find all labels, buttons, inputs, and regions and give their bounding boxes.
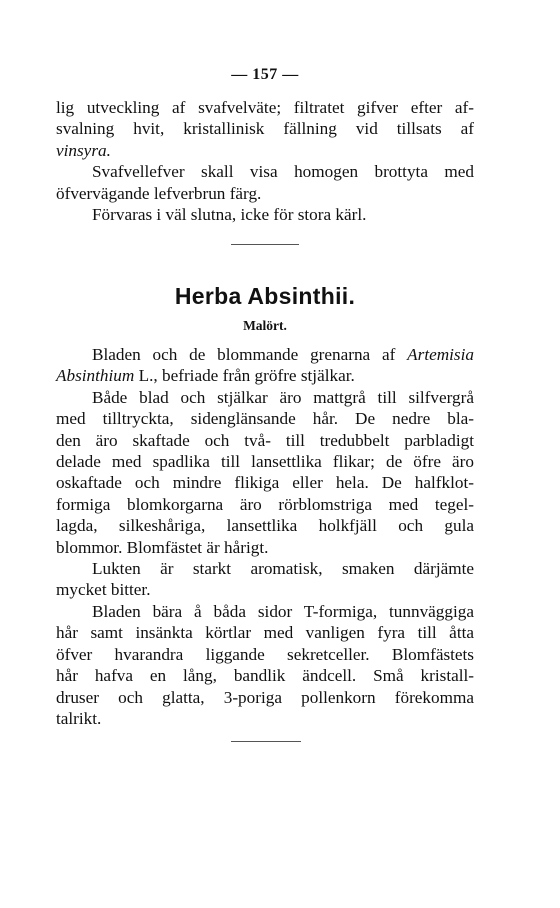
text-line — [56, 365, 474, 386]
text-line: blommor. Blomfästet är hårigt. — [56, 537, 269, 557]
text-line: Bladen bära å båda sidor T-formiga, tunnväggiga — [92, 601, 474, 621]
text-line: öfvervägande lefverbrun färg. — [56, 183, 262, 203]
text-line: talrikt. — [56, 708, 102, 728]
text-line: öfver hvarandra liggande sekretceller. Blomfästets — [56, 644, 474, 664]
latin-term: Absinthium — [56, 366, 135, 386]
text-line: med tilltryckta, sidenglänsande hår. De nedre bla- — [56, 409, 474, 429]
text-line: mycket bitter. — [56, 580, 151, 600]
text-line: svalning hvit, kristallinisk fällning vid tillsats af — [56, 119, 474, 139]
text-line — [56, 344, 474, 365]
text-line: Svafvellefver skall visa homogen brottyta med — [92, 162, 474, 182]
text-line: hår samt insänkta körtlar med vanligen fyra till åtta — [56, 623, 474, 643]
text-line: delade med spadlika till lansettlika flikar; de öfre äro — [56, 452, 474, 472]
text-line: vinsyra. — [56, 140, 111, 160]
text-line: hår hafva en lång, bandlik ändcell. Små kristall- — [56, 666, 474, 686]
text-line: den äro skaftade och två- till tredubbelt parbladigt — [56, 430, 474, 450]
page-number: — 157 — — [231, 66, 299, 83]
text-line: formiga blomkorgarna äro rörblomstriga med tegel- — [56, 494, 474, 514]
text-span: L., befriade från gröfre stjälkar. — [134, 366, 355, 386]
text-line: Lukten är starkt aromatisk, smaken därjämte — [92, 559, 474, 579]
text-line: Förvaras i väl slutna, icke för stora kärl. — [92, 205, 367, 225]
section-end-divider — [231, 741, 301, 742]
text-line: Både blad och stjälkar äro mattgrå till silfvergrå — [92, 387, 474, 407]
text-span: Bladen och de blommande grenarna af — [92, 345, 408, 364]
section-subtitle: Malört. — [243, 318, 287, 333]
text-line: lig utveckling af svafvelväte; filtratet gifver efter af- — [56, 98, 474, 117]
previous-section-text — [56, 97, 474, 225]
text-line: druser och glatta, 3-poriga pollenkorn förekomma — [56, 687, 474, 707]
section-divider — [231, 244, 299, 245]
text-line: oskaftade och mindre flikiga eller hela. De halfklot- — [56, 473, 474, 493]
text-line: lagda, silkeshåriga, lansettlika holkfjäll och gula — [56, 516, 474, 536]
section-title: Herba Absinthii. — [174, 283, 356, 309]
latin-term: Artemisia — [407, 345, 474, 364]
section-body-text — [56, 344, 474, 729]
